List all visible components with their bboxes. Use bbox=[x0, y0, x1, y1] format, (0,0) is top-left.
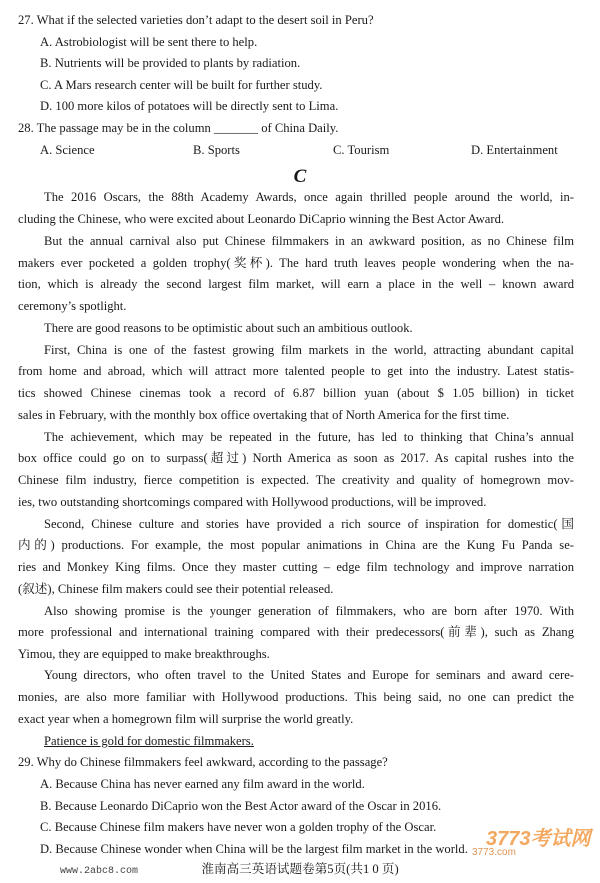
passage-line: tion, which is already the second largest film market, will earn a place in the well – known award bbox=[18, 277, 574, 291]
q28-option-d: D. Entertainment bbox=[471, 143, 558, 157]
q27-option-a: A. Astrobiologist will be sent there to help. bbox=[40, 35, 258, 49]
passage-line: Also showing promise is the younger generation of filmmakers, who are born after 1970. With bbox=[44, 604, 574, 618]
passage-closing-text: Patience is gold for domestic filmmakers. bbox=[44, 734, 254, 748]
passage-line: monies, are also more familiar with Hollywood productions. This being said, no one can predict the bbox=[18, 690, 574, 704]
footer-site: www.2abc8.com bbox=[60, 866, 139, 877]
passage-line: (叙述), Chinese film makers could see their potential released. bbox=[18, 582, 334, 596]
watermark-logo: 3773考试网 bbox=[486, 828, 591, 850]
passage-line: Yimou, they are equipped to make breakthroughs. bbox=[18, 647, 270, 661]
q29-option-d: D. Because Chinese wonder when China will be the largest film market in the world. bbox=[40, 842, 468, 856]
passage-line: ies, two outstanding shortcomings compared with Hollywood productions, will be improved. bbox=[18, 495, 487, 509]
q29-option-c: C. Because Chinese film makers have never won a golden trophy of the Oscar. bbox=[40, 820, 437, 834]
q27-option-d: D. 100 more kilos of potatoes will be directly sent to Lima. bbox=[40, 99, 339, 113]
passage-closing-line bbox=[44, 734, 574, 749]
passage-line: Young directors, who often travel to the United States and Europe for seminars and award cere- bbox=[44, 668, 574, 682]
passage-line: exact year when a homegrown film will surprise the world greatly. bbox=[18, 712, 354, 726]
passage-line: Second, Chinese culture and stories have provided a rich source of inspiration for domestic(国 bbox=[44, 517, 574, 531]
passage-line: box office could go on to surpass(超过) North America as soon as 2017. As capital rushes into the bbox=[18, 451, 574, 465]
footer-page-number: 淮南高三英语试题卷第5页(共1 0 页) bbox=[201, 862, 399, 876]
passage-line: ceremony’s spotlight. bbox=[18, 299, 127, 313]
q28-option-a: A. Science bbox=[40, 143, 95, 157]
passage-line: But the annual carnival also put Chinese filmmakers in an awkward position, as no Chinese film bbox=[44, 234, 574, 248]
passage-line: tics showed Chinese cinemas took a record of 6.87 billion yuan (about $ 1.05 billion) in ticket bbox=[18, 386, 574, 400]
passage-line: First, China is one of the fastest growing film markets in the world, attracting abundant capital bbox=[44, 343, 574, 357]
q28-option-b: B. Sports bbox=[193, 143, 240, 157]
passage-line: Chinese film industry, fierce competition is expected. The creativity and quality of homegrown mov- bbox=[18, 473, 574, 487]
passage-line: more professional and international training compared with their predecessors(前辈), such as Zhang bbox=[18, 625, 574, 639]
passage-line: The achievement, which may be repeated in the future, has led to thinking that China’s annual bbox=[44, 430, 574, 444]
q27-stem: 27. What if the selected varieties don’t adapt to the desert soil in Peru? bbox=[18, 13, 374, 27]
watermark-url: 3773.com bbox=[472, 847, 516, 858]
q28-option-c: C. Tourism bbox=[333, 143, 390, 157]
passage-line: cluding the Chinese, who were excited about Leonardo DiCaprio winning the Best Actor Award. bbox=[18, 212, 505, 226]
passage-line: makers ever pocketed a golden trophy(奖杯). The hard truth leaves people wondering when the na- bbox=[18, 256, 574, 270]
q29-stem: 29. Why do Chinese filmmakers feel awkward, according to the passage? bbox=[18, 755, 388, 769]
passage-line: 内的) productions. For example, the most popular animations in China are the Kung Fu Panda se- bbox=[18, 538, 574, 552]
q27-option-b: B. Nutrients will be provided to plants by radiation. bbox=[40, 56, 301, 70]
q27-option-c: C. A Mars research center will be built for further study. bbox=[40, 78, 323, 92]
passage-line: sales in February, with the monthly box office overtaking that of North America for the first time. bbox=[18, 408, 510, 422]
passage-line: The 2016 Oscars, the 88th Academy Awards, once again thrilled people around the world, in- bbox=[44, 190, 574, 204]
q29-option-a: A. Because China has never earned any film award in the world. bbox=[40, 777, 365, 791]
section-heading: C bbox=[293, 166, 307, 187]
q29-option-b: B. Because Leonardo DiCaprio won the Best Actor award of the Oscar in 2016. bbox=[40, 799, 442, 813]
passage-line: from home and abroad, which will attract more talented people to get into the industry. Latest statis- bbox=[18, 364, 574, 378]
passage-line: There are good reasons to be optimistic about such an ambitious outlook. bbox=[44, 321, 413, 335]
passage-line: ries and Monkey King films. Once they master cutting – edge film technology and improve narration bbox=[18, 560, 574, 574]
q28-stem: 28. The passage may be in the column _______ of China Daily. bbox=[18, 121, 339, 135]
